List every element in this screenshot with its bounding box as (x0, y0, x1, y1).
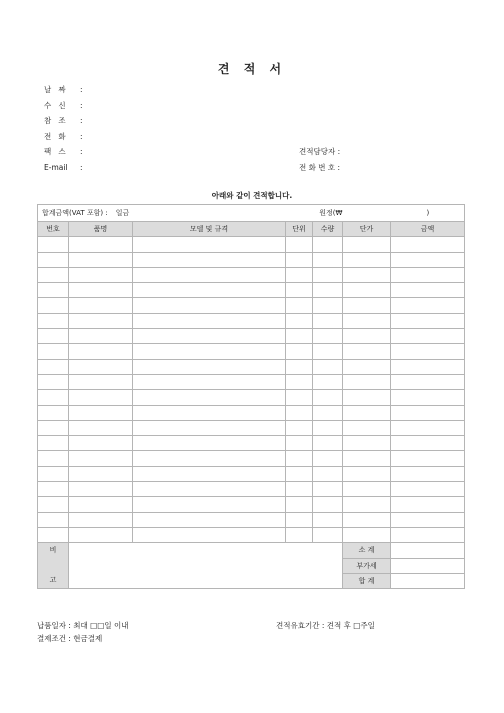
table-cell[interactable] (286, 482, 313, 497)
table-cell[interactable] (313, 237, 343, 252)
table-cell[interactable] (313, 466, 343, 481)
info-label: 견적담당자 (299, 147, 336, 156)
info-label: 전 화 번 호 (299, 163, 336, 172)
table-cell[interactable] (38, 252, 69, 267)
table-cell[interactable] (69, 329, 133, 344)
col-header-amount: 금액 (391, 222, 465, 237)
table-cell[interactable] (69, 313, 133, 328)
table-cell[interactable] (391, 405, 465, 420)
table-cell[interactable] (343, 482, 391, 497)
table-cell[interactable] (391, 497, 465, 512)
table-cell[interactable] (69, 298, 133, 313)
table-cell[interactable] (69, 344, 133, 359)
table-cell[interactable] (286, 512, 313, 527)
table-cell[interactable] (343, 512, 391, 527)
table-cell[interactable] (69, 527, 133, 542)
table-cell[interactable] (133, 252, 286, 267)
table-cell[interactable] (133, 298, 286, 313)
table-cell[interactable] (38, 390, 69, 405)
info-label: 팩 스 (44, 147, 66, 156)
table-cell[interactable] (69, 466, 133, 481)
table-cell[interactable] (38, 298, 69, 313)
table-cell[interactable] (343, 374, 391, 389)
col-header-unit-price: 단가 (343, 222, 391, 237)
table-cell[interactable] (313, 482, 343, 497)
table-cell[interactable] (391, 436, 465, 451)
info-row-recipient: 수 신 : (44, 101, 83, 110)
table-cell[interactable] (391, 527, 465, 542)
table-cell[interactable] (69, 512, 133, 527)
table-row (38, 405, 465, 420)
table-row (38, 497, 465, 512)
table-cell[interactable] (38, 405, 69, 420)
table-cell[interactable] (133, 313, 286, 328)
table-cell[interactable] (286, 313, 313, 328)
table-cell[interactable] (38, 329, 69, 344)
table-cell[interactable] (133, 497, 286, 512)
table-cell[interactable] (313, 267, 343, 282)
table-cell[interactable] (286, 390, 313, 405)
table-cell[interactable] (343, 329, 391, 344)
info-label: 날 짜 (44, 85, 66, 94)
table-row (38, 252, 465, 267)
table-row (38, 420, 465, 435)
remarks-field[interactable] (69, 543, 343, 589)
table-cell[interactable] (313, 374, 343, 389)
table-cell[interactable] (286, 436, 313, 451)
table-cell[interactable] (133, 451, 286, 466)
table-cell[interactable] (391, 466, 465, 481)
grand-total-label: 합 계 (343, 573, 391, 588)
table-cell[interactable] (69, 267, 133, 282)
table-cell[interactable] (343, 313, 391, 328)
table-cell[interactable] (286, 374, 313, 389)
validity-terms: 견적유효기간 : 견적 후 □주일 (276, 621, 375, 630)
table-cell[interactable] (38, 420, 69, 435)
total-amount-row (38, 205, 465, 222)
total-amount-cell[interactable] (38, 205, 465, 222)
table-row (38, 482, 465, 497)
table-row (38, 329, 465, 344)
table-cell[interactable] (286, 252, 313, 267)
table-cell[interactable] (343, 267, 391, 282)
table-cell[interactable] (391, 374, 465, 389)
total-label: 합계금액(VAT 포함) : (42, 209, 108, 217)
table-cell[interactable] (38, 482, 69, 497)
table-cell[interactable] (343, 298, 391, 313)
table-cell[interactable] (38, 512, 69, 527)
table-cell[interactable] (391, 390, 465, 405)
vat-label: 부가세 (343, 558, 391, 573)
table-cell[interactable] (69, 436, 133, 451)
table-cell[interactable] (133, 359, 286, 374)
info-row-date: 날 짜 : (44, 85, 83, 94)
info-row-reference: 참 조 : (44, 116, 83, 125)
table-cell[interactable] (38, 374, 69, 389)
subtotal-value[interactable] (391, 543, 465, 558)
table-cell[interactable] (343, 497, 391, 512)
table-cell[interactable] (313, 298, 343, 313)
table-cell[interactable] (286, 237, 313, 252)
table-cell[interactable] (286, 466, 313, 481)
table-row (38, 436, 465, 451)
table-cell[interactable] (69, 390, 133, 405)
col-header-item: 품명 (69, 222, 133, 237)
table-row (38, 451, 465, 466)
table-cell[interactable] (133, 527, 286, 542)
table-cell[interactable] (286, 420, 313, 435)
table-cell[interactable] (286, 267, 313, 282)
table-cell[interactable] (343, 420, 391, 435)
summary-row-subtotal (38, 543, 465, 558)
table-cell[interactable] (38, 313, 69, 328)
table-cell[interactable] (133, 390, 286, 405)
table-cell[interactable] (313, 420, 343, 435)
table-cell[interactable] (286, 451, 313, 466)
table-cell[interactable] (38, 267, 69, 282)
table-cell[interactable] (313, 283, 343, 298)
table-cell[interactable] (343, 436, 391, 451)
info-row-phone: 전 화 : (44, 132, 83, 141)
table-cell[interactable] (391, 329, 465, 344)
table-cell[interactable] (38, 237, 69, 252)
table-cell[interactable] (38, 283, 69, 298)
table-cell[interactable] (391, 420, 465, 435)
table-cell[interactable] (313, 390, 343, 405)
table-cell[interactable] (313, 497, 343, 512)
amount-words-label: 일금 (115, 209, 130, 217)
table-cell[interactable] (69, 420, 133, 435)
table-cell[interactable] (343, 451, 391, 466)
info-label: 참 조 (44, 116, 66, 125)
table-cell[interactable] (286, 359, 313, 374)
table-cell[interactable] (313, 344, 343, 359)
table-cell[interactable] (313, 313, 343, 328)
table-row (38, 466, 465, 481)
table-cell[interactable] (391, 267, 465, 282)
table-row (38, 344, 465, 359)
table-cell[interactable] (343, 359, 391, 374)
table-row (38, 527, 465, 542)
table-row (38, 267, 465, 282)
table-cell[interactable] (286, 329, 313, 344)
table-cell[interactable] (313, 359, 343, 374)
table-cell[interactable] (313, 512, 343, 527)
table-cell[interactable] (391, 482, 465, 497)
table-cell[interactable] (38, 436, 69, 451)
table-cell[interactable] (343, 390, 391, 405)
table-cell[interactable] (133, 436, 286, 451)
table-row (38, 512, 465, 527)
table-cell[interactable] (38, 527, 69, 542)
table-cell[interactable] (343, 527, 391, 542)
grand-total-value[interactable] (391, 573, 465, 588)
table-cell[interactable] (391, 252, 465, 267)
table-cell[interactable] (286, 527, 313, 542)
info-label: E-mail (44, 163, 68, 172)
table-cell[interactable] (343, 344, 391, 359)
table-cell[interactable] (38, 359, 69, 374)
table-cell[interactable] (38, 344, 69, 359)
table-cell[interactable] (391, 298, 465, 313)
info-row-email: E-mail : (44, 163, 83, 172)
column-header-row (38, 222, 465, 237)
payment-terms: 결제조건 : 현금결제 (37, 634, 103, 643)
table-cell[interactable] (38, 466, 69, 481)
col-header-no: 번호 (38, 222, 69, 237)
table-cell[interactable] (286, 405, 313, 420)
table-cell[interactable] (69, 405, 133, 420)
table-cell[interactable] (391, 313, 465, 328)
table-cell[interactable] (313, 329, 343, 344)
table-cell[interactable] (133, 237, 286, 252)
table-row (38, 374, 465, 389)
info-label: 수 신 (44, 101, 66, 110)
table-cell[interactable] (38, 451, 69, 466)
table-row (38, 237, 465, 252)
table-cell[interactable] (391, 283, 465, 298)
table-cell[interactable] (343, 252, 391, 267)
table-cell[interactable] (133, 329, 286, 344)
table-cell[interactable] (391, 237, 465, 252)
table-row (38, 390, 465, 405)
table-cell[interactable] (286, 497, 313, 512)
table-cell[interactable] (69, 252, 133, 267)
subtitle: 아래와 같이 견적합니다. (211, 191, 293, 200)
col-header-qty: 수량 (313, 222, 343, 237)
info-row-estimator: 견적담당자 : (299, 147, 341, 156)
remarks-label: 비 고 (38, 543, 69, 589)
table-cell[interactable] (69, 497, 133, 512)
table-cell[interactable] (69, 482, 133, 497)
table-cell[interactable] (286, 298, 313, 313)
table-cell[interactable] (343, 466, 391, 481)
vat-value[interactable] (391, 558, 465, 573)
page-title: 견 적 서 (217, 62, 287, 76)
table-row (38, 313, 465, 328)
table-cell[interactable] (313, 436, 343, 451)
table-cell[interactable] (133, 344, 286, 359)
table-cell[interactable] (133, 283, 286, 298)
table-row (38, 283, 465, 298)
table-cell[interactable] (133, 466, 286, 481)
table-row (38, 359, 465, 374)
table-cell[interactable] (69, 451, 133, 466)
close-paren: ) (426, 209, 430, 217)
table-cell[interactable] (343, 283, 391, 298)
table-cell[interactable] (391, 512, 465, 527)
table-cell[interactable] (343, 237, 391, 252)
table-cell[interactable] (286, 283, 313, 298)
table-row (38, 298, 465, 313)
table-cell[interactable] (391, 359, 465, 374)
table-cell[interactable] (313, 527, 343, 542)
table-cell[interactable] (133, 405, 286, 420)
table-cell[interactable] (133, 512, 286, 527)
table-cell[interactable] (391, 451, 465, 466)
table-cell[interactable] (38, 497, 69, 512)
table-cell[interactable] (69, 374, 133, 389)
table-cell[interactable] (133, 267, 286, 282)
table-cell[interactable] (69, 359, 133, 374)
table-cell[interactable] (313, 405, 343, 420)
col-header-model: 모델 및 규격 (133, 222, 286, 237)
won-label: 원정(₩ (319, 209, 343, 217)
subtotal-label: 소 계 (343, 543, 391, 558)
table-cell[interactable] (343, 405, 391, 420)
info-row-fax: 팩 스 : (44, 147, 83, 156)
table-cell[interactable] (133, 374, 286, 389)
table-cell[interactable] (133, 420, 286, 435)
info-row-estimator-phone: 전 화 번 호 : (299, 163, 341, 172)
table-cell[interactable] (133, 482, 286, 497)
col-header-unit: 단위 (286, 222, 313, 237)
table-cell[interactable] (313, 451, 343, 466)
table-cell[interactable] (69, 283, 133, 298)
table-cell[interactable] (391, 344, 465, 359)
table-cell[interactable] (313, 252, 343, 267)
delivery-terms: 납품일자 : 최대 □□일 이내 (37, 621, 129, 630)
quote-table (37, 204, 465, 589)
table-cell[interactable] (286, 344, 313, 359)
table-cell[interactable] (69, 237, 133, 252)
info-label: 전 화 (44, 132, 66, 141)
